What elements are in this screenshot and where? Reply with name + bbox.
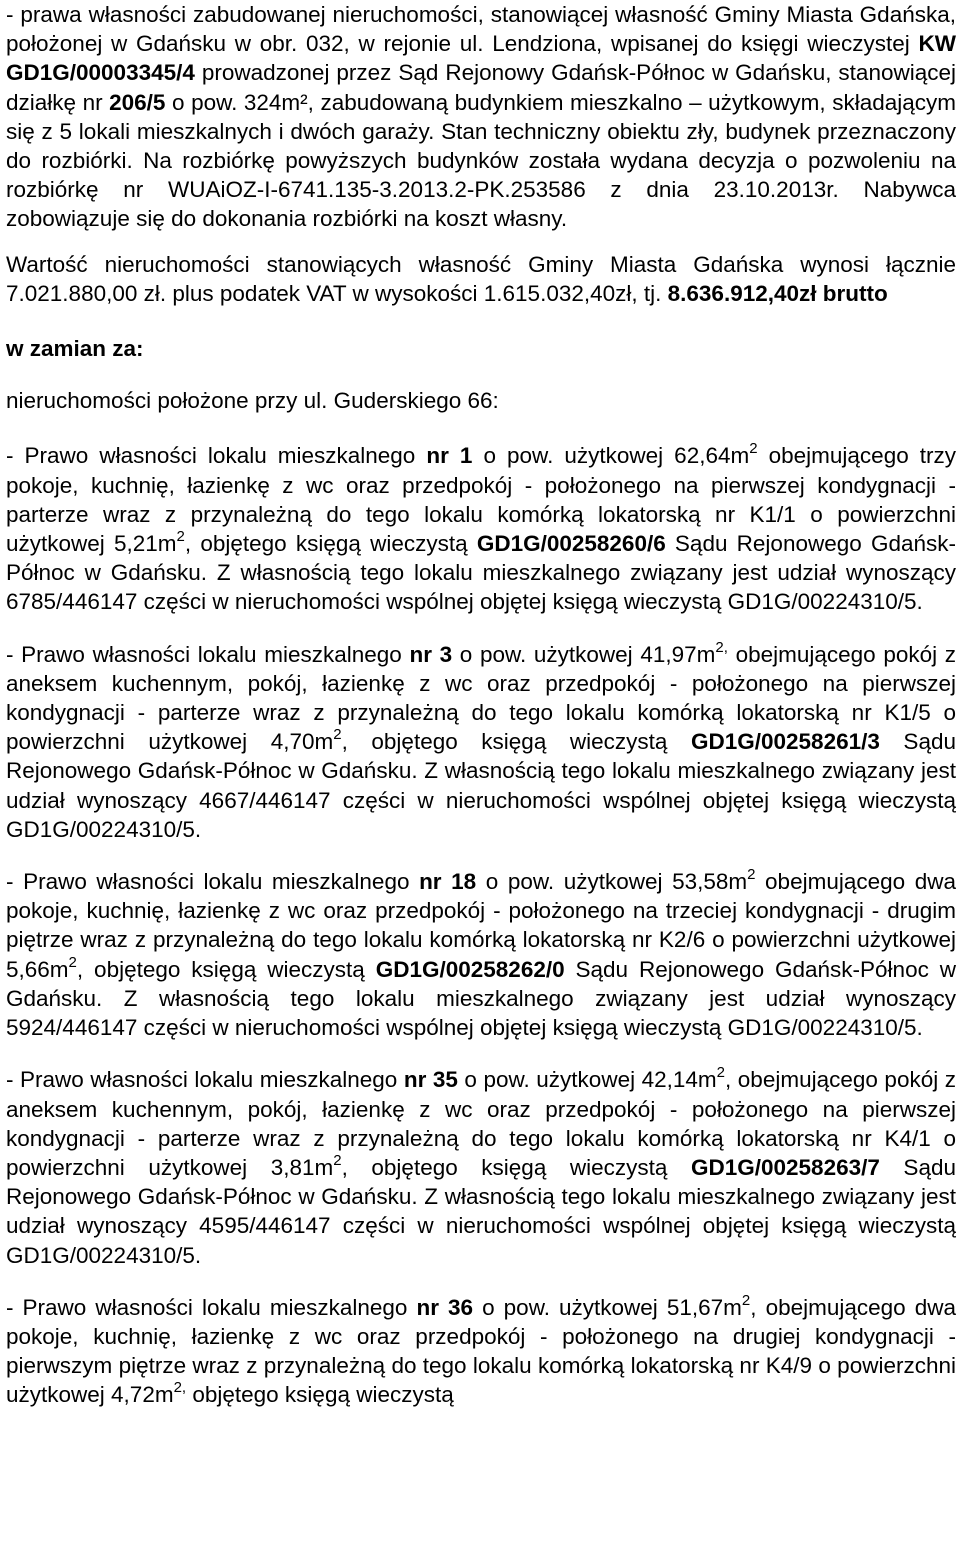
gross-value: 8.636.912,40zł brutto: [667, 280, 888, 306]
parcel-number: 206/5: [109, 89, 166, 115]
exchange-heading: w zamian za:: [6, 336, 144, 362]
unit-paragraph: - Prawo własności lokalu mieszkalnego nr 36 o pow. użytkowej $51,67m^2$, obejmującego dwa pokoje, kuchnię, łazienkę z wc oraz przedpokój - położonego na drugiej kondygnacji - pierwszym piętrze wraz z przynależną do tego lokalu komórką lokatorską nr K4/9 o powierzchni użytkowej $4,72m^{2,}$ objętego księgą wieczystą: [6, 1291, 957, 1408]
unit-number: nr 1: [426, 443, 473, 469]
document-page: [6, 0, 956, 1410]
land-register-number: KW GD1G/00003345/4: [6, 31, 956, 86]
unit-number: nr 36: [416, 1294, 474, 1320]
unit-land-register: GD1G/00258262/0: [375, 956, 565, 982]
unit-land-register: GD1G/00258263/7: [690, 1154, 880, 1180]
unit-paragraph: - Prawo własności lokalu mieszkalnego nr 35 o pow. użytkowej $42,14m^2$, obejmującego pokój z aneksem kuchennym, pokój, łazienkę z wc oraz przedpokój - położonego na pierwszej kondygnacji - parterze wraz z przynależną do tego lokalu komórką lokatorską nr K4/1 o powierzchni użytkowej $3,81m^2$, objętego księgą wieczystą GD1G/00258263/7 Sądu Rejonowego Gdańsk-Północ w Gdańsku. Z własnością tego lokalu mieszkalnego związany jest udział wynoszący 4595/446147 części w nieruchomości wspólnej objętej księgą wieczystą GD1G/00224310/5.: [6, 1064, 956, 1268]
intro-paragraph: [6, 0, 956, 234]
unit-paragraph: - Prawo własności lokalu mieszkalnego nr 1 o pow. użytkowej $62,64m^2$ obejmującego trzy pokoje, kuchnię, łazienkę z wc oraz przedpokój - położonego na pierwszej kondygnacji - parterze wraz z przynależną do tego lokalu komórką lokatorską nr K1/1 o powierzchni użytkowej $5,21m^2$, objętego księgą wieczystą GD1G/00258260/6 Sądu Rejonowego Gdańsk-Północ w Gdańsku. Z własnością tego lokalu mieszkalnego związany jest udział wynoszący 6785/446147 części w nieruchomości wspólnej objętej księgą wieczystą GD1G/00224310/5.: [6, 440, 957, 615]
intro-text: - prawa własności zabudowanej nieruchomości, stanowiącej własność Gminy Miasta Gdańska, położonej w Gdańsku w obr. 032, w rejonie ul. Lendziona, wpisanej do księgi wieczystej: [6, 2, 956, 57]
unit-number: nr 18: [419, 869, 477, 895]
location-line: nieruchomości położone przy ul. Guderskiego 66:: [6, 388, 499, 414]
unit-number: nr 35: [403, 1067, 458, 1093]
unit-land-register: GD1G/00258261/3: [690, 729, 880, 755]
unit-land-register: GD1G/00258260/6: [476, 531, 666, 557]
value-paragraph: [6, 250, 956, 308]
intro-text: o pow. 324m², zabudowaną budynkiem mieszkalno – użytkowym, składającym się z 5 lokali mieszkalnych i dwóch garaży. Stan techniczny obiektu zły, budynek przeznaczony do rozbiórki. Na rozbiórkę powyższych budynków została wydana decyzja o pozwoleniu na rozbiórkę nr WUAiOZ-I-6741.135-3.2013.2-PK.253586 z dnia 23.10.2013r. Nabywca zobowiązuje się do dokonania rozbiórki na koszt własny.: [6, 89, 956, 232]
unit-number: nr 3: [409, 641, 453, 667]
value-text: Wartość nieruchomości stanowiących własność Gminy Miasta Gdańska wynosi łącznie 7.021.880,00 zł. plus podatek VAT w wysokości 1.615.032,40zł, tj.: [6, 251, 956, 306]
intro-text: prowadzonej przez Sąd Rejonowy Gdańsk-Północ w Gdańsku, stanowiącej działkę nr: [6, 60, 956, 115]
unit-paragraph: - Prawo własności lokalu mieszkalnego nr 3 o pow. użytkowej $41,97m^{2,}$ obejmującego pokój z aneksem kuchennym, pokój, łazienkę z wc oraz przedpokój - położonego na pierwszej kondygnacji - parterze wraz z przynależną do tego lokalu komórką lokatorską nr K1/5 o powierzchni użytkowej $4,70m^2$, objętego księgą wieczystą GD1G/00258261/3 Sądu Rejonowego Gdańsk-Północ w Gdańsku. Z własnością tego lokalu mieszkalnego związany jest udział wynoszący 4667/446147 części w nieruchomości wspólnej objętej księgą wieczystą GD1G/00224310/5.: [6, 638, 957, 842]
unit-paragraph: - Prawo własności lokalu mieszkalnego nr 18 o pow. użytkowej $53,58m^2$ obejmującego dwa pokoje, kuchnię, łazienkę z wc oraz przedpokój - położonego na trzeciej kondygnacji - drugim piętrze wraz z przynależną do tego lokalu komórką lokatorską nr K2/6 o powierzchni użytkowej $5,66m^2$, objętego księgą wieczystą GD1G/00258262/0 Sądu Rejonowego Gdańsk-Północ w Gdańsku. Z własnością tego lokalu mieszkalnego związany jest udział wynoszący 5924/446147 części w nieruchomości wspólnej objętej księgą wieczystą GD1G/00224310/5.: [6, 866, 956, 1041]
